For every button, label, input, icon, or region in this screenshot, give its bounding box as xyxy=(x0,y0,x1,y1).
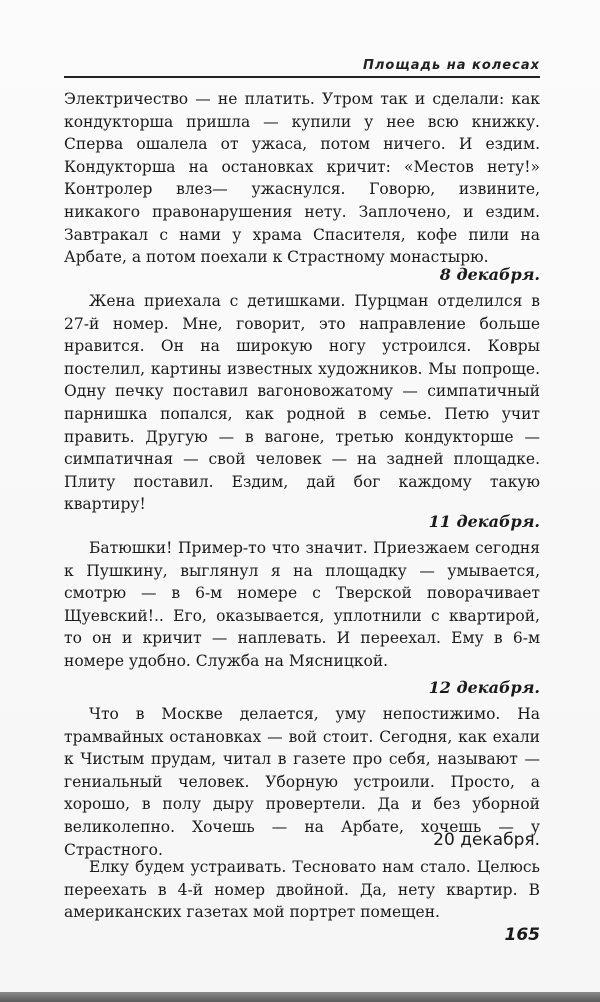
paragraph-dec-20: Елку будем устраивать. Тесновато нам стало. Целюсь переехать в 4-й номер двойной. Да, нету квартир. В американских газетах мой портрет помещен. xyxy=(64,858,540,922)
date-dec-11: 11 декабря. xyxy=(428,512,540,531)
paragraph-intro: Электричество — не платить. Утром так и сделали: как кондукторша пришла — купили у нее всю книжку. Сперва ошалела от ужаса, потом ничего. И ездим. Кондукторша на остановках кричит: «Местов нету!» Контролер влез— ужаснулся. Говорю, извините, никакого правонарушения нету. Заплочено, и ездим. Завтракал с нами у храма Спасителя, кофе пили на Арбате, а потом поехали к Страстному монастырю. xyxy=(64,90,540,267)
date-dec-20: 20 декабря. xyxy=(433,830,540,850)
bottom-edge-bar xyxy=(0,992,600,1002)
date-dec-12: 12 декабря. xyxy=(428,678,540,697)
paragraph-dec-8: Жена приехала с детишками. Пурцман отделился в 27-й номер. Мне, говорит, это направление больше нравится. Он на широкую ногу устроился. Ковры постелил, картины известных художников. Мы попроще. Одну печку поставил вагоновожатому — симпатичный парнишка попался, как родной в семье. Петю учит править. Другую — в вагоне, третью кондукторше — симпатичная — свой человек — на задней площадке. Плиту поставил. Ездим, дай бог каждому такую квартиру! xyxy=(64,292,540,514)
header-rule xyxy=(64,76,540,78)
running-header: Площадь на колесах xyxy=(363,58,540,73)
paragraph-dec-11: Батюшки! Пример-то что значит. Приезжаем сегодня к Пушкину, выглянул я на площадку — умывается, смотрю — в 6-м номере с Тверской поворачивает Щуевский!.. Его, оказывается, уплотнили с квартирой, то он и кричит — наплевать. И переехал. Ему в 6-м номере удобно. Служба на Мясницкой. xyxy=(64,539,540,670)
page-number: 165 xyxy=(504,925,540,945)
paragraph-dec-12: Что в Москве делается, уму непостижимо. На трамвайных остановках — вой стоит. Сегодня, как ехали к Чистым прудам, читал в газете про себя, называют — гениальный человек. Уборную устроили. Просто, а хорошо, в полу дыру провертели. Да и без уборной великолепно. Хочешь — на Арбате, хочешь — у Страстного. xyxy=(64,705,540,859)
date-dec-8: 8 декабря. xyxy=(439,265,540,284)
